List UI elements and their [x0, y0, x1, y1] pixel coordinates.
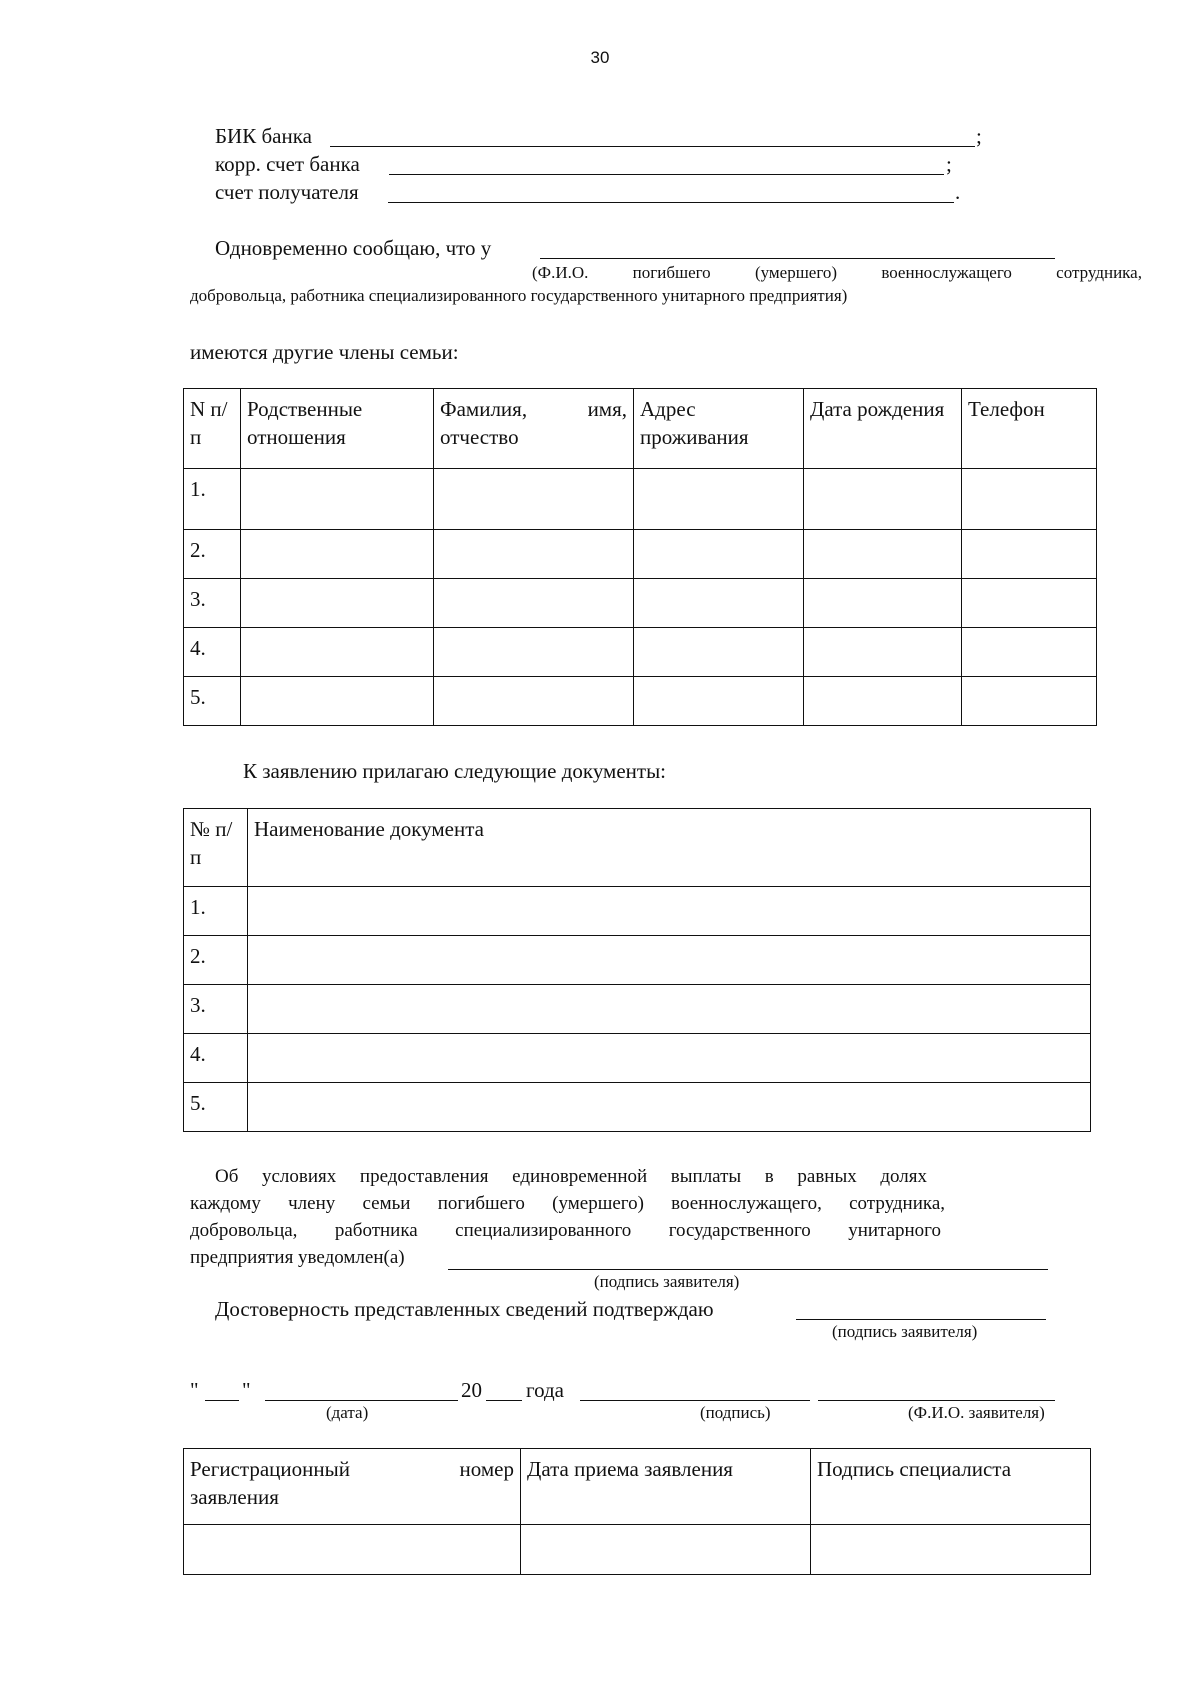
header-doc-name: Наименование документа — [248, 809, 1091, 887]
bik-label: БИК банка — [215, 124, 312, 148]
month-field[interactable] — [265, 1378, 458, 1401]
birth-cell[interactable] — [804, 579, 962, 628]
address-cell[interactable] — [634, 677, 804, 726]
document-name-cell[interactable] — [248, 985, 1091, 1034]
header-name-a: Фамилия, — [440, 397, 528, 421]
confirm-signature-caption: (подпись заявителя) — [832, 1322, 978, 1341]
document-name-cell[interactable] — [248, 1083, 1091, 1132]
fio-caption: (Ф.И.О. заявителя) — [908, 1403, 1045, 1422]
phone-cell[interactable] — [962, 677, 1097, 726]
deceased-caption-line2: добровольца, работника специализированного государственного унитарного предприятия) — [190, 286, 848, 305]
documents-table — [183, 808, 1091, 1132]
bik-end: ; — [976, 124, 982, 148]
caption-word-2: погибшего — [632, 263, 711, 282]
table-row — [184, 1083, 1091, 1132]
address-cell[interactable] — [634, 579, 804, 628]
caption-word-5: сотрудника, — [1056, 263, 1142, 282]
document-name-cell[interactable] — [248, 1034, 1091, 1083]
table-row — [184, 530, 1097, 579]
row-number: 2. — [184, 530, 241, 579]
confirm-signature-field[interactable] — [796, 1297, 1046, 1320]
name-cell[interactable] — [434, 579, 634, 628]
header-address: Адрес проживания — [634, 389, 804, 469]
recipient-account-label: счет получателя — [215, 180, 359, 204]
table-row — [184, 579, 1097, 628]
header-name-c: отчество — [440, 425, 519, 449]
date-close-quote: " — [242, 1378, 251, 1402]
date-open-quote: " — [190, 1378, 199, 1402]
row-number: 5. — [184, 1083, 248, 1132]
document-name-cell[interactable] — [248, 936, 1091, 985]
recipient-account-end: . — [955, 180, 961, 204]
birth-cell[interactable] — [804, 469, 962, 530]
bik-field[interactable] — [330, 124, 975, 147]
documents-intro: К заявлению прилагаю следующие документы: — [243, 759, 667, 783]
corr-account-label: корр. счет банка — [215, 152, 360, 176]
conditions-line-1: Об условиях предоставления единовременной выплаты в равных долях — [215, 1166, 927, 1187]
header-registration-number — [184, 1449, 521, 1525]
address-cell[interactable] — [634, 469, 804, 530]
header-phone: Телефон — [962, 389, 1097, 469]
conditions-line-4: предприятия уведомлен(а) — [190, 1247, 405, 1268]
specialist-signature-cell[interactable] — [811, 1525, 1091, 1575]
table-row — [184, 469, 1097, 530]
relation-cell[interactable] — [241, 469, 434, 530]
corr-account-field[interactable] — [389, 152, 944, 175]
registration-table — [183, 1448, 1091, 1575]
relation-cell[interactable] — [241, 530, 434, 579]
year-suffix-field[interactable] — [486, 1378, 522, 1401]
address-cell[interactable] — [634, 530, 804, 579]
year-prefix: 20 — [461, 1378, 482, 1402]
row-number: 5. — [184, 677, 241, 726]
row-number: 1. — [184, 469, 241, 530]
header-receipt-date: Дата приема заявления — [521, 1449, 811, 1525]
row-number: 3. — [184, 579, 241, 628]
day-field[interactable] — [205, 1378, 239, 1401]
birth-cell[interactable] — [804, 530, 962, 579]
birth-cell[interactable] — [804, 677, 962, 726]
receipt-date-cell[interactable] — [521, 1525, 811, 1575]
row-number: 4. — [184, 1034, 248, 1083]
row-number: 3. — [184, 985, 248, 1034]
reg-label-c: заявления — [190, 1485, 279, 1509]
relation-cell[interactable] — [241, 628, 434, 677]
applicant-signature-field[interactable] — [580, 1378, 810, 1401]
applicant-fio-field[interactable] — [818, 1378, 1055, 1401]
relation-cell[interactable] — [241, 677, 434, 726]
header-specialist-signature: Подпись специалиста — [811, 1449, 1091, 1525]
date-caption: (дата) — [326, 1403, 369, 1422]
name-cell[interactable] — [434, 677, 634, 726]
header-birth-date: Дата рождения — [804, 389, 962, 469]
notified-signature-caption: (подпись заявителя) — [594, 1272, 740, 1291]
deceased-caption-line1 — [532, 262, 1142, 283]
address-cell[interactable] — [634, 628, 804, 677]
caption-word-1: (Ф.И.О. — [532, 263, 589, 282]
phone-cell[interactable] — [962, 469, 1097, 530]
phone-cell[interactable] — [962, 530, 1097, 579]
caption-word-4: военнослужащего — [881, 263, 1012, 282]
name-cell[interactable] — [434, 530, 634, 579]
name-cell[interactable] — [434, 469, 634, 530]
document-name-cell[interactable] — [248, 887, 1091, 936]
table-row — [184, 985, 1091, 1034]
family-table-header — [184, 389, 1097, 469]
conditions-line-2: каждому члену семьи погибшего (умершего) военнослужащего, сотрудника, — [190, 1193, 945, 1214]
page-number: 30 — [590, 48, 610, 67]
reg-label-b: номер — [459, 1457, 514, 1481]
deceased-name-field[interactable] — [540, 236, 1055, 259]
registration-number-cell[interactable] — [184, 1525, 521, 1575]
row-number: 1. — [184, 887, 248, 936]
confirm-text: Достоверность представленных сведений подтверждаю — [215, 1297, 714, 1321]
row-number: 2. — [184, 936, 248, 985]
conditions-line-3: добровольца, работника специализированного государственного унитарного — [190, 1220, 941, 1241]
header-num: N п/п — [184, 389, 241, 469]
table-row — [184, 1525, 1091, 1575]
corr-account-end: ; — [946, 152, 952, 176]
documents-table-header — [184, 809, 1091, 887]
year-word: года — [526, 1378, 564, 1402]
row-number: 4. — [184, 628, 241, 677]
family-members-table — [183, 388, 1097, 726]
name-cell[interactable] — [434, 628, 634, 677]
birth-cell[interactable] — [804, 628, 962, 677]
family-members-intro: имеются другие члены семьи: — [190, 340, 459, 364]
table-row — [184, 677, 1097, 726]
signature-caption: (подпись) — [700, 1403, 771, 1422]
table-row — [184, 887, 1091, 936]
table-row — [184, 936, 1091, 985]
registration-table-header — [184, 1449, 1091, 1525]
header-name-b: имя, — [587, 397, 627, 421]
reg-label-a: Регистрационный — [190, 1457, 350, 1481]
table-row — [184, 628, 1097, 677]
phone-cell[interactable] — [962, 579, 1097, 628]
header-doc-num: № п/п — [184, 809, 248, 887]
caption-word-3: (умершего) — [754, 263, 838, 282]
relation-cell[interactable] — [241, 579, 434, 628]
phone-cell[interactable] — [962, 628, 1097, 677]
header-full-name — [434, 389, 634, 469]
notice-intro: Одновременно сообщаю, что у — [215, 236, 492, 260]
table-row — [184, 1034, 1091, 1083]
notified-signature-field[interactable] — [448, 1247, 1048, 1270]
header-relation: Родственные отношения — [241, 389, 434, 469]
recipient-account-field[interactable] — [388, 180, 954, 203]
